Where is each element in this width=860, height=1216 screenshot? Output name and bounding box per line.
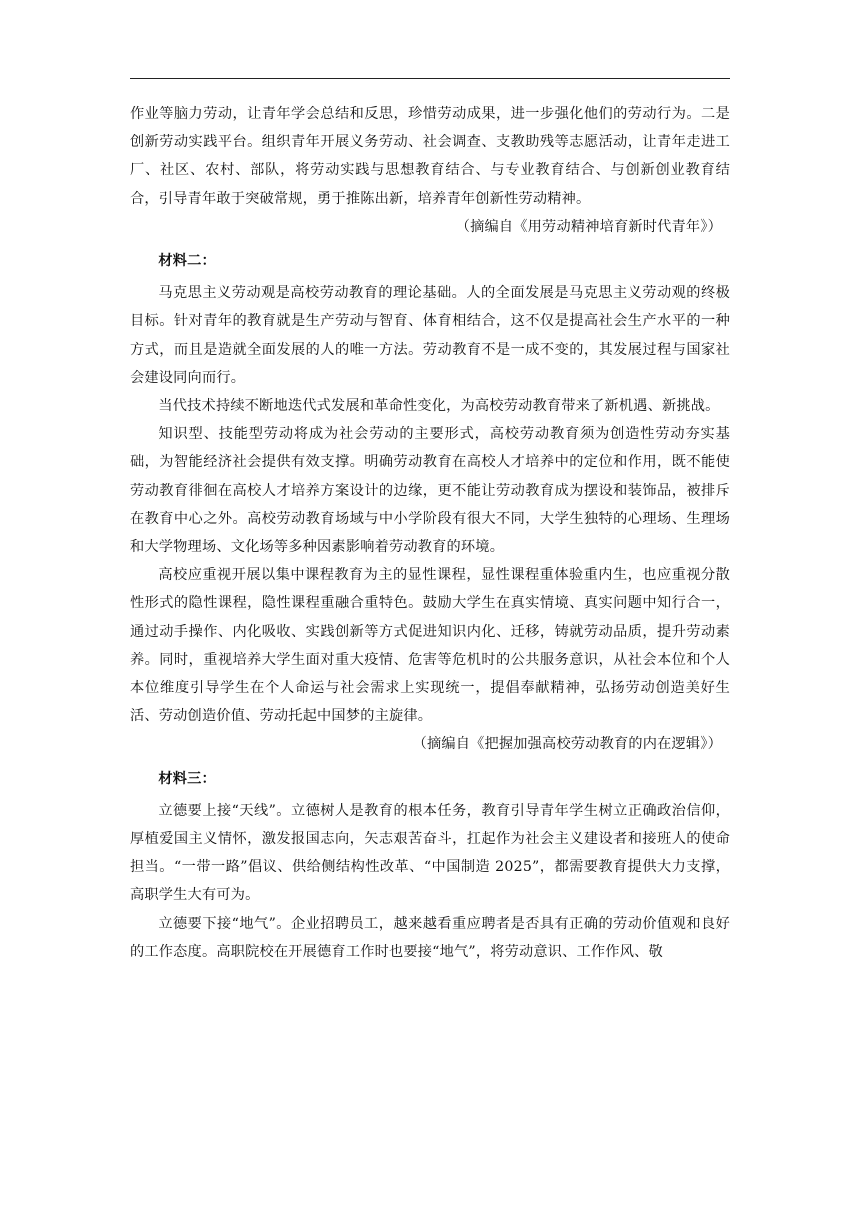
material-two-paragraph: 当代技术持续不断地迭代式发展和革命性变化，为高校劳动教育带来了新机遇、新挑战。 [158,398,720,415]
material-two-heading: 材料二： [158,253,216,270]
material-three-heading: 材料三： [158,770,216,787]
header-rule [130,78,730,79]
material-two-paragraph: 马克思主义劳动观是高校劳动教育的理论基础。人的全面发展是马克思主义劳动观的终极目标。针对青年的教育就是生产劳动与智育、体育相结合，这不仅是提高社会生产水平的一种方式，而且是造就全面发展的人的唯一方法。劳动教育不是一成不变的，其发展过程与国家社会建设同向而行。 [130,285,730,386]
material-two-paragraph: 知识型、技能型劳动将成为社会劳动的主要形式，高校劳动教育须为创造性劳动夯实基础，为智能经济社会提供有效支撑。明确劳动教育在高校人才培养中的定位和作用，既不能使劳动教育徘徊在高校人才培养方案设计的边缘，更不能让劳动教育成为摆设和装饰品，被排斥在教育中心之外。高校劳动教育场域与中小学阶段有很大不同，大学生独特的心理场、生理场和大学物理场、文化场等多种因素影响着劳动教育的环境。 [130,426,730,556]
material-one-tail-paragraph: 作业等脑力劳动，让青年学会总结和反思，珍惜劳动成果，进一步强化他们的劳动行为。二是创新劳动实践平台。组织青年开展义务劳动、社会调查、支教助残等志愿活动，让青年走进工厂、社区、农村、部队，将劳动实践与思想教育结合、与专业教育结合、与创新创业教育结合，引导青年敢于突破常规，勇于推陈出新，培养青年创新性劳动精神。 [130,106,730,207]
material-two-source: （摘编自《把握加强高校劳动教育的内在逻辑》） [412,736,722,753]
material-three-paragraph: 立德要上接“天线”。立德树人是教育的根本任务，教育引导青年学生树立正确政治信仰，厚植爱国主义情怀，激发报国志向，矢志艰苦奋斗，扛起作为社会主义建设者和接班人的使命担当。“一带一路”倡议、供给侧结构性改革、“中国制造 2025”，都需要教育提供大力支撑，高职学生大有可为。 [130,802,730,904]
material-two-paragraph: 高校应重视开展以集中课程教育为主的显性课程，显性课程重体验重内生，也应重视分散性形式的隐性课程，隐性课程重融合重特色。鼓励大学生在真实情境、真实问题中知行合一，通过动手操作、内化吸收、实践创新等方式促进知识内化、迁移，铸就劳动品质，提升劳动素养。同时，重视培养大学生面对重大疫情、危害等危机时的公共服务意识，从社会本位和个人本位维度引导学生在个人命运与社会需求上实现统一，提倡奉献精神，弘扬劳动创造美好生活、劳动创造价值、劳动托起中国梦的主旋律。 [130,567,730,725]
material-three-paragraph: 立德要下接“地气”。企业招聘员工，越来越看重应聘者是否具有正确的劳动价值观和良好的工作态度。高职院校在开展德育工作时也要接“地气”，将劳动意识、工作作风、敬 [130,915,730,960]
material-one-source: （摘编自《用劳动精神培育新时代青年》） [455,218,722,235]
document-body [130,100,730,966]
